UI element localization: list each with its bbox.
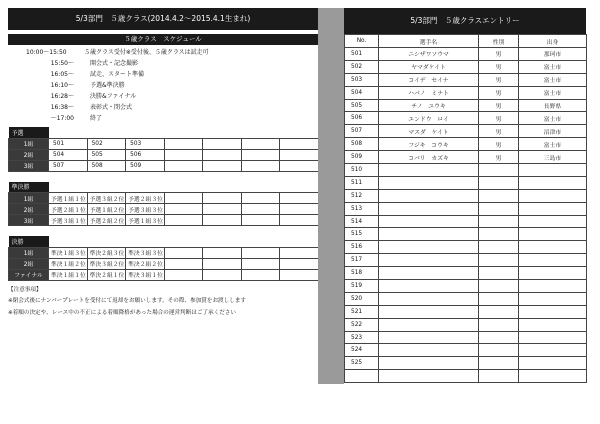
racer-gender: 男 [479,151,519,164]
bracket-cell [164,160,203,171]
group-label: 3組 [9,160,49,171]
page-divider [318,8,344,384]
entry-row [345,292,587,305]
entry-row [345,125,587,138]
bracket-cell [164,269,203,280]
racer-gender [479,189,519,202]
racer-name [379,241,479,254]
racer-hometown [519,254,587,267]
bracket-cell [241,269,280,280]
heats-section [8,127,318,172]
racer-gender [479,305,519,318]
bracket-cell: 予選３組３位 [126,204,165,215]
bracket-row [9,138,319,149]
bracket-cell [241,215,280,226]
racer-name [379,370,479,383]
bracket-cell [241,258,280,269]
bracket-cell [280,258,319,269]
bracket-cell: 509 [126,160,165,171]
entry-row [345,318,587,331]
bracket-cell: 予選１組２位 [87,204,126,215]
entry-number: 512 [345,189,379,202]
bracket-cell: 予選３組２位 [87,193,126,204]
column-header: 出身 [519,35,587,48]
bracket-row [9,160,319,171]
semifinals-table [8,182,319,227]
racer-gender [479,280,519,293]
racer-name: マスダ ケイト [379,125,479,138]
racer-name [379,189,479,202]
racer-name [379,215,479,228]
schedule-time: 16:28～ [50,93,74,100]
entry-row [345,370,587,383]
entry-row [345,215,587,228]
racer-hometown: 富士市 [519,60,587,73]
bracket-cell [164,149,203,160]
entry-row [345,267,587,280]
group-label: ファイナル [9,269,49,280]
racer-gender [479,292,519,305]
racer-gender [479,215,519,228]
racer-hometown [519,164,587,177]
bracket-cell [203,258,242,269]
bracket-cell: 501 [49,138,88,149]
racer-gender: 男 [479,138,519,151]
bracket-row [9,247,319,258]
racer-hometown [519,176,587,189]
bracket-cell: 準決１組２位 [49,258,88,269]
round-title: 準決勝 [9,182,49,193]
racer-name [379,176,479,189]
racer-gender [479,254,519,267]
racer-hometown [519,370,587,383]
racer-hometown [519,189,587,202]
racer-gender: 男 [479,125,519,138]
header-spacer [49,127,319,138]
group-label: 1組 [9,193,49,204]
group-label: 1組 [9,138,49,149]
bracket-cell [203,149,242,160]
racer-name [379,318,479,331]
racer-name: チノ ユウキ [379,99,479,112]
schedule-row [8,78,318,89]
bracket-cell: 508 [87,160,126,171]
bracket-cell: 予選１組３位 [126,215,165,226]
group-label: 3組 [9,215,49,226]
column-header: No. [345,35,379,48]
racer-name: コイデ セイナ [379,73,479,86]
schedule-event: 予選&準決勝 [90,82,125,89]
entry-number: 524 [345,344,379,357]
bracket-cell [203,160,242,171]
bracket-row [9,193,319,204]
racer-name [379,331,479,344]
bracket-cell [164,193,203,204]
racer-name: エンドウ ロイ [379,112,479,125]
racer-name: ニシザワソウマ [379,48,479,61]
racer-hometown: 富士市 [519,73,587,86]
racer-name [379,164,479,177]
schedule-row [8,100,318,111]
racer-name [379,280,479,293]
racer-gender: 男 [479,60,519,73]
notes-section [8,285,318,316]
racer-name [379,344,479,357]
schedule-time: 16:38～ [50,104,74,111]
schedule-row [8,67,318,78]
bracket-cell [280,138,319,149]
bracket-cell [164,204,203,215]
racer-hometown [519,357,587,370]
group-label: 1組 [9,247,49,258]
entry-row [345,86,587,99]
racer-name: コバリ カズキ [379,151,479,164]
bracket-cell: 準決２組３位 [87,247,126,258]
racer-hometown [519,318,587,331]
entry-number: 523 [345,331,379,344]
bracket-cell: 502 [87,138,126,149]
bracket-cell [280,215,319,226]
bracket-cell: 予選２組３位 [126,193,165,204]
bracket-cell: 503 [126,138,165,149]
entry-number: 504 [345,86,379,99]
racer-gender: 男 [479,48,519,61]
bracket-row [9,204,319,215]
racer-hometown: 沼津市 [519,125,587,138]
racer-name: ヤマダケイト [379,60,479,73]
header-spacer [49,236,319,247]
racer-name: ハバノ ミナト [379,86,479,99]
entry-row [345,112,587,125]
racer-hometown: 富士市 [519,112,587,125]
racer-hometown [519,241,587,254]
bracket-cell: 準決２組１位 [87,269,126,280]
entry-row [345,73,587,86]
entry-number: 508 [345,138,379,151]
entry-list-panel [344,8,586,383]
racer-hometown: 富士市 [519,138,587,151]
entry-row [345,189,587,202]
entry-row [345,99,587,112]
schedule-time: 15:50～ [50,60,74,67]
group-label: 2組 [9,204,49,215]
bracket-cell: 予選２組１位 [49,204,88,215]
racer-gender [479,318,519,331]
column-header: 選手名 [379,35,479,48]
racer-hometown [519,305,587,318]
entry-row [345,176,587,189]
race-schedule-panel [8,8,318,320]
racer-gender [479,370,519,383]
round-header-row [9,182,319,193]
bracket-cell [164,138,203,149]
racer-hometown [519,267,587,280]
finals-table [8,236,319,281]
schedule-row [8,111,318,122]
racer-gender [479,344,519,357]
racer-hometown [519,331,587,344]
bracket-cell [241,160,280,171]
schedule-event: 試走、スタート準備 [90,71,145,78]
entry-number: 518 [345,267,379,280]
racer-hometown [519,202,587,215]
schedule-row [8,89,318,100]
bracket-cell [280,149,319,160]
bracket-cell [164,215,203,226]
bracket-cell: 予選３組１位 [49,215,88,226]
entry-number: 514 [345,215,379,228]
entry-row [345,305,587,318]
entry-number [345,370,379,383]
racer-name [379,305,479,318]
bracket-cell [164,247,203,258]
bracket-cell [203,247,242,258]
racer-gender [479,164,519,177]
bracket-cell: 準決２組２位 [126,258,165,269]
group-label: 2組 [9,149,49,160]
round-header-row [9,236,319,247]
bracket-cell: 準決１組３位 [49,247,88,258]
schedule-event: ５歳クラス受付※受付後、５歳クラスは試走可 [84,49,209,56]
bracket-cell: 506 [126,149,165,160]
bracket-cell [241,149,280,160]
schedule-event: 終了 [90,115,103,122]
racer-hometown [519,292,587,305]
entry-number: 505 [345,99,379,112]
schedule-event: 表彰式・閉会式 [90,104,133,111]
schedule-row [8,56,318,67]
note-line: ※着順の決定や、レース中の不正による着順降格があった場合の運営判断はご了承ください [8,309,236,316]
round-title: 予選 [9,127,49,138]
entry-row [345,357,587,370]
bracket-cell: 507 [49,160,88,171]
bracket-cell: 504 [49,149,88,160]
bracket-cell [203,204,242,215]
entry-row [345,344,587,357]
entry-row [345,48,587,61]
entry-number: 522 [345,318,379,331]
entry-number: 501 [345,48,379,61]
semifinals-section [8,182,318,227]
racer-hometown: 富士市 [519,86,587,99]
schedule-title: ５歳クラス スケジュール [8,34,318,45]
bracket-cell [241,138,280,149]
entry-number: 525 [345,357,379,370]
entry-number: 502 [345,60,379,73]
racer-name [379,254,479,267]
entry-number: 521 [345,305,379,318]
entry-title: 5/3部門 ５歳クラスエントリー [344,8,586,34]
finals-section [8,236,318,281]
racer-gender: 男 [479,86,519,99]
racer-gender [479,267,519,280]
racer-name [379,267,479,280]
bracket-cell [203,215,242,226]
bracket-cell: 予選２組２位 [87,215,126,226]
group-label: 2組 [9,258,49,269]
entry-number: 519 [345,280,379,293]
entry-number: 510 [345,164,379,177]
entry-number: 513 [345,202,379,215]
entry-row [345,280,587,293]
racer-name [379,202,479,215]
bracket-cell [280,269,319,280]
bracket-row [9,269,319,280]
racer-name [379,292,479,305]
racer-gender [479,202,519,215]
entry-number: 506 [345,112,379,125]
racer-gender [479,176,519,189]
schedule-time: 16:10～ [50,82,74,89]
racer-gender: 男 [479,112,519,125]
entry-number: 520 [345,292,379,305]
heats-table [8,127,319,172]
bracket-cell [280,160,319,171]
bracket-cell [203,269,242,280]
bracket-cell [241,193,280,204]
racer-hometown: 三島市 [519,151,587,164]
entry-row [345,241,587,254]
racer-hometown [519,344,587,357]
bracket-cell: 予選１組１位 [49,193,88,204]
bracket-cell [280,247,319,258]
page-title: 5/3部門 ５歳クラス(2014.4.2～2015.4.1生まれ) [8,8,318,30]
bracket-cell [241,204,280,215]
bracket-row [9,258,319,269]
entry-number: 515 [345,228,379,241]
racer-gender: 男 [479,99,519,112]
racer-gender [479,331,519,344]
bracket-cell [203,138,242,149]
entry-number: 509 [345,151,379,164]
entry-number: 517 [345,254,379,267]
racer-gender: 男 [479,73,519,86]
bracket-cell: 準決３組２位 [87,258,126,269]
entry-number: 503 [345,73,379,86]
bracket-cell [241,247,280,258]
entry-number: 507 [345,125,379,138]
entry-row [345,151,587,164]
bracket-cell: 準決１組１位 [49,269,88,280]
bracket-cell [280,204,319,215]
entry-header-row [345,35,587,48]
racer-hometown: 長野県 [519,99,587,112]
schedule-time: ～17:00 [50,115,74,122]
note-line: ※閉会式後にナンバープレートを受付にて返却をお願いします。その際、参加賞をお渡しします [8,297,247,304]
bracket-cell: 準決３組１位 [126,269,165,280]
entry-row [345,138,587,151]
schedule-event: 開会式・記念撮影 [90,60,139,67]
bracket-cell [203,193,242,204]
header-spacer [49,182,319,193]
bracket-cell: 505 [87,149,126,160]
bracket-cell: 準決３組３位 [126,247,165,258]
round-header-row [9,127,319,138]
racer-hometown: 那珂市 [519,48,587,61]
entry-row [345,331,587,344]
schedule-list [8,45,318,122]
round-title: 決勝 [9,236,49,247]
racer-gender [479,357,519,370]
schedule-time: 16:05～ [50,71,74,78]
entry-table [344,34,587,383]
entry-row [345,254,587,267]
racer-name [379,357,479,370]
racer-hometown [519,228,587,241]
schedule-event: 決勝&ファイナル [90,93,137,100]
entry-row [345,60,587,73]
racer-gender [479,241,519,254]
column-header: 性別 [479,35,519,48]
schedule-time: 10:00～15:50 [26,49,67,56]
entry-number: 511 [345,176,379,189]
bracket-row [9,215,319,226]
bracket-cell [280,193,319,204]
bracket-row [9,149,319,160]
racer-hometown [519,280,587,293]
bracket-cell [164,258,203,269]
entry-row [345,164,587,177]
racer-name [379,228,479,241]
racer-gender [479,228,519,241]
racer-hometown [519,215,587,228]
notes-title: 【注意事項】 [8,286,42,293]
entry-row [345,228,587,241]
schedule-row [8,45,318,56]
entry-number: 516 [345,241,379,254]
entry-row [345,202,587,215]
racer-name: フジキ コウキ [379,138,479,151]
